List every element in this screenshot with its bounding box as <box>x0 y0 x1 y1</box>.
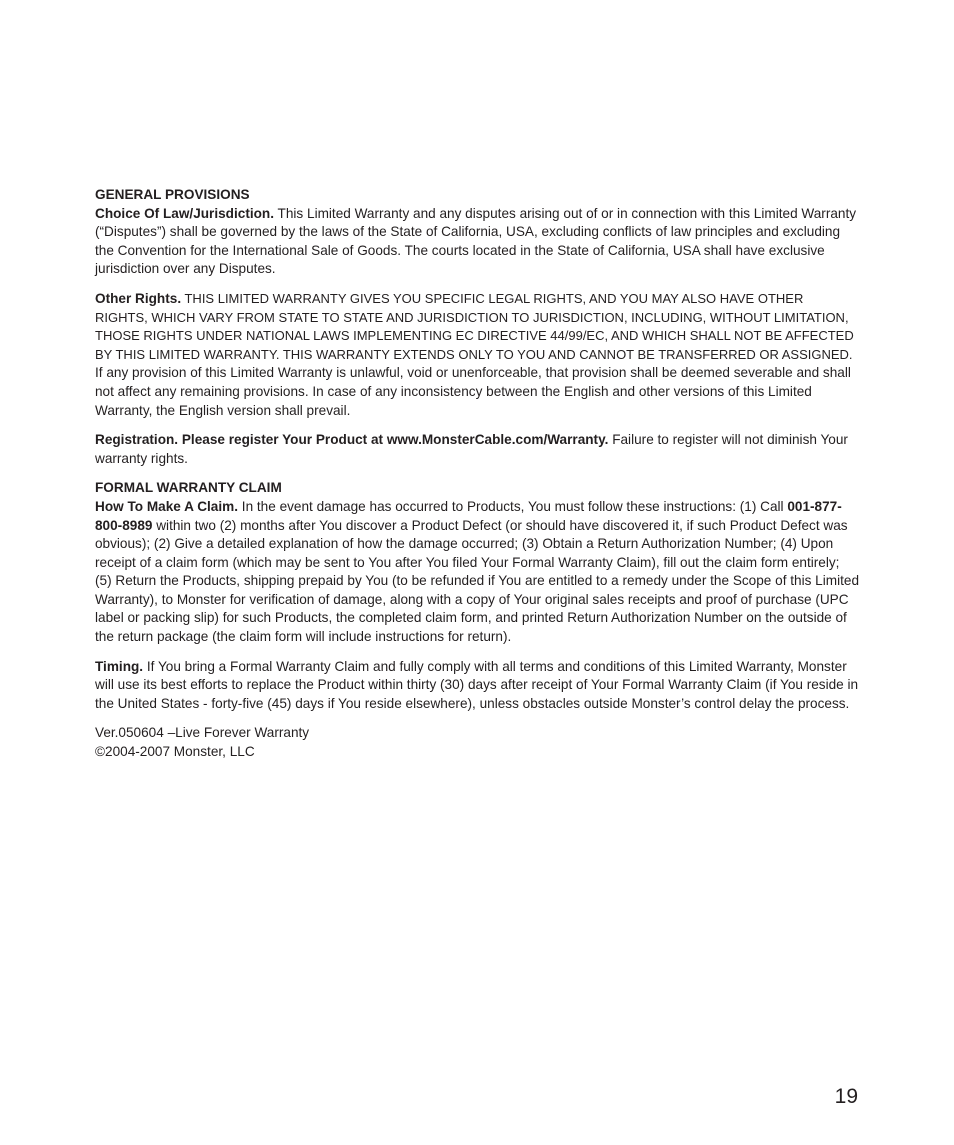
formal-warranty-claim-heading: FORMAL WARRANTY CLAIM <box>95 480 282 496</box>
registration-paragraph <box>95 431 859 468</box>
how-to-claim-paragraph <box>95 498 859 647</box>
general-provisions-heading: GENERAL PROVISIONS <box>95 187 250 202</box>
timing-label: Timing. <box>95 658 144 674</box>
other-rights-caps-text: THIS LIMITED WARRANTY GIVES YOU SPECIFIC LEGAL RIGHTS, AND YOU MAY ALSO HAVE OTHER RIGHTS, WHICH VARY FROM STATE TO STATE AND JURISDICTION TO JURISDICTION, INCLUDING, WITHOUT LIMITATION, THOSE RIGHTS UNDER NATIONAL LAWS IMPLEMENTING EC DIRECTIVE 44/99/EC, AND WHICH SHALL NOT BE AFFECTED BY THIS LIMITED WARRANTY. THIS WARRANTY EXTENDS ONLY TO YOU AND CANNOT BE TRANSFERRED OR ASSIGNED. <box>95 290 854 362</box>
version-line: Ver.050604 –Live Forever Warranty <box>95 725 310 741</box>
how-to-claim-label: How To Make A Claim. <box>95 498 239 514</box>
how-to-claim-text-1: In the event damage has occurred to Products, You must follow these instructions: (1) Call <box>238 498 788 514</box>
version-footer <box>95 724 859 761</box>
other-rights-label: Other Rights. <box>95 290 182 306</box>
other-rights-paragraph <box>95 290 859 420</box>
page-number: 19 <box>834 1085 858 1108</box>
registration-text: Failure to register will not diminish Your warranty rights. <box>95 432 848 466</box>
other-rights-text: If any provision of this Limited Warranty is unlawful, void or unenforceable, that provision shall be deemed severable and shall not affect any remaining provisions. In case of any inconsistency between the English and other versions of this Limited Warranty, the English version shall prevail. <box>95 365 851 418</box>
timing-paragraph <box>95 658 859 714</box>
copyright-line: ©2004-2007 Monster, LLC <box>95 744 255 760</box>
claim-phone-number: 001-877-800-8989 <box>95 498 842 533</box>
how-to-claim-text-2: within two (2) months after You discover a Product Defect (or should have discovered it, if such Product Defect was obvious); (2) Give a detailed explanation of how the damage occurred; (3) Obtain a Return Authorization Number; (4) Upon receipt of a claim form (which may be sent to You after You filed Your Formal Warranty Claim), fill out the claim form entirely; (5) Return the Products, shipping prepaid by You (to be refunded if You are entitled to a remedy under the Scope of this Limited Warranty), to Monster for verification of damage, along with a copy of Your original sales receipts and proof of purchase (UPC label or packing slip) for such Products, the completed claim form, and printed Return Authorization Number on the outside of the return package (the claim form will include instructions for return). <box>95 517 860 645</box>
timing-text: If You bring a Formal Warranty Claim and fully comply with all terms and conditions of this Limited Warranty, Monster will use its best efforts to replace the Product within thirty (30) days after receipt of Your Formal Warranty Claim (if You reside in the United States - forty-five (45) days if You reside elsewhere), unless obstacles outside Monster’s control delay the process. <box>95 658 859 711</box>
registration-label: Registration. Please register Your Product at www.MonsterCable.com/Warranty. <box>95 432 609 448</box>
choice-of-law-paragraph <box>95 205 859 279</box>
choice-of-law-label: Choice Of Law/Jurisdiction. <box>95 205 275 221</box>
choice-of-law-text: This Limited Warranty and any disputes arising out of or in connection with this Limited Warranty (“Disputes”) shall be governed by the laws of the State of California, USA, excluding conflicts of law principles and excluding the Convention for the International Sale of Goods. The courts located in the State of California, USA shall have exclusive jurisdiction over any Disputes. <box>95 205 857 277</box>
warranty-document <box>95 186 859 762</box>
